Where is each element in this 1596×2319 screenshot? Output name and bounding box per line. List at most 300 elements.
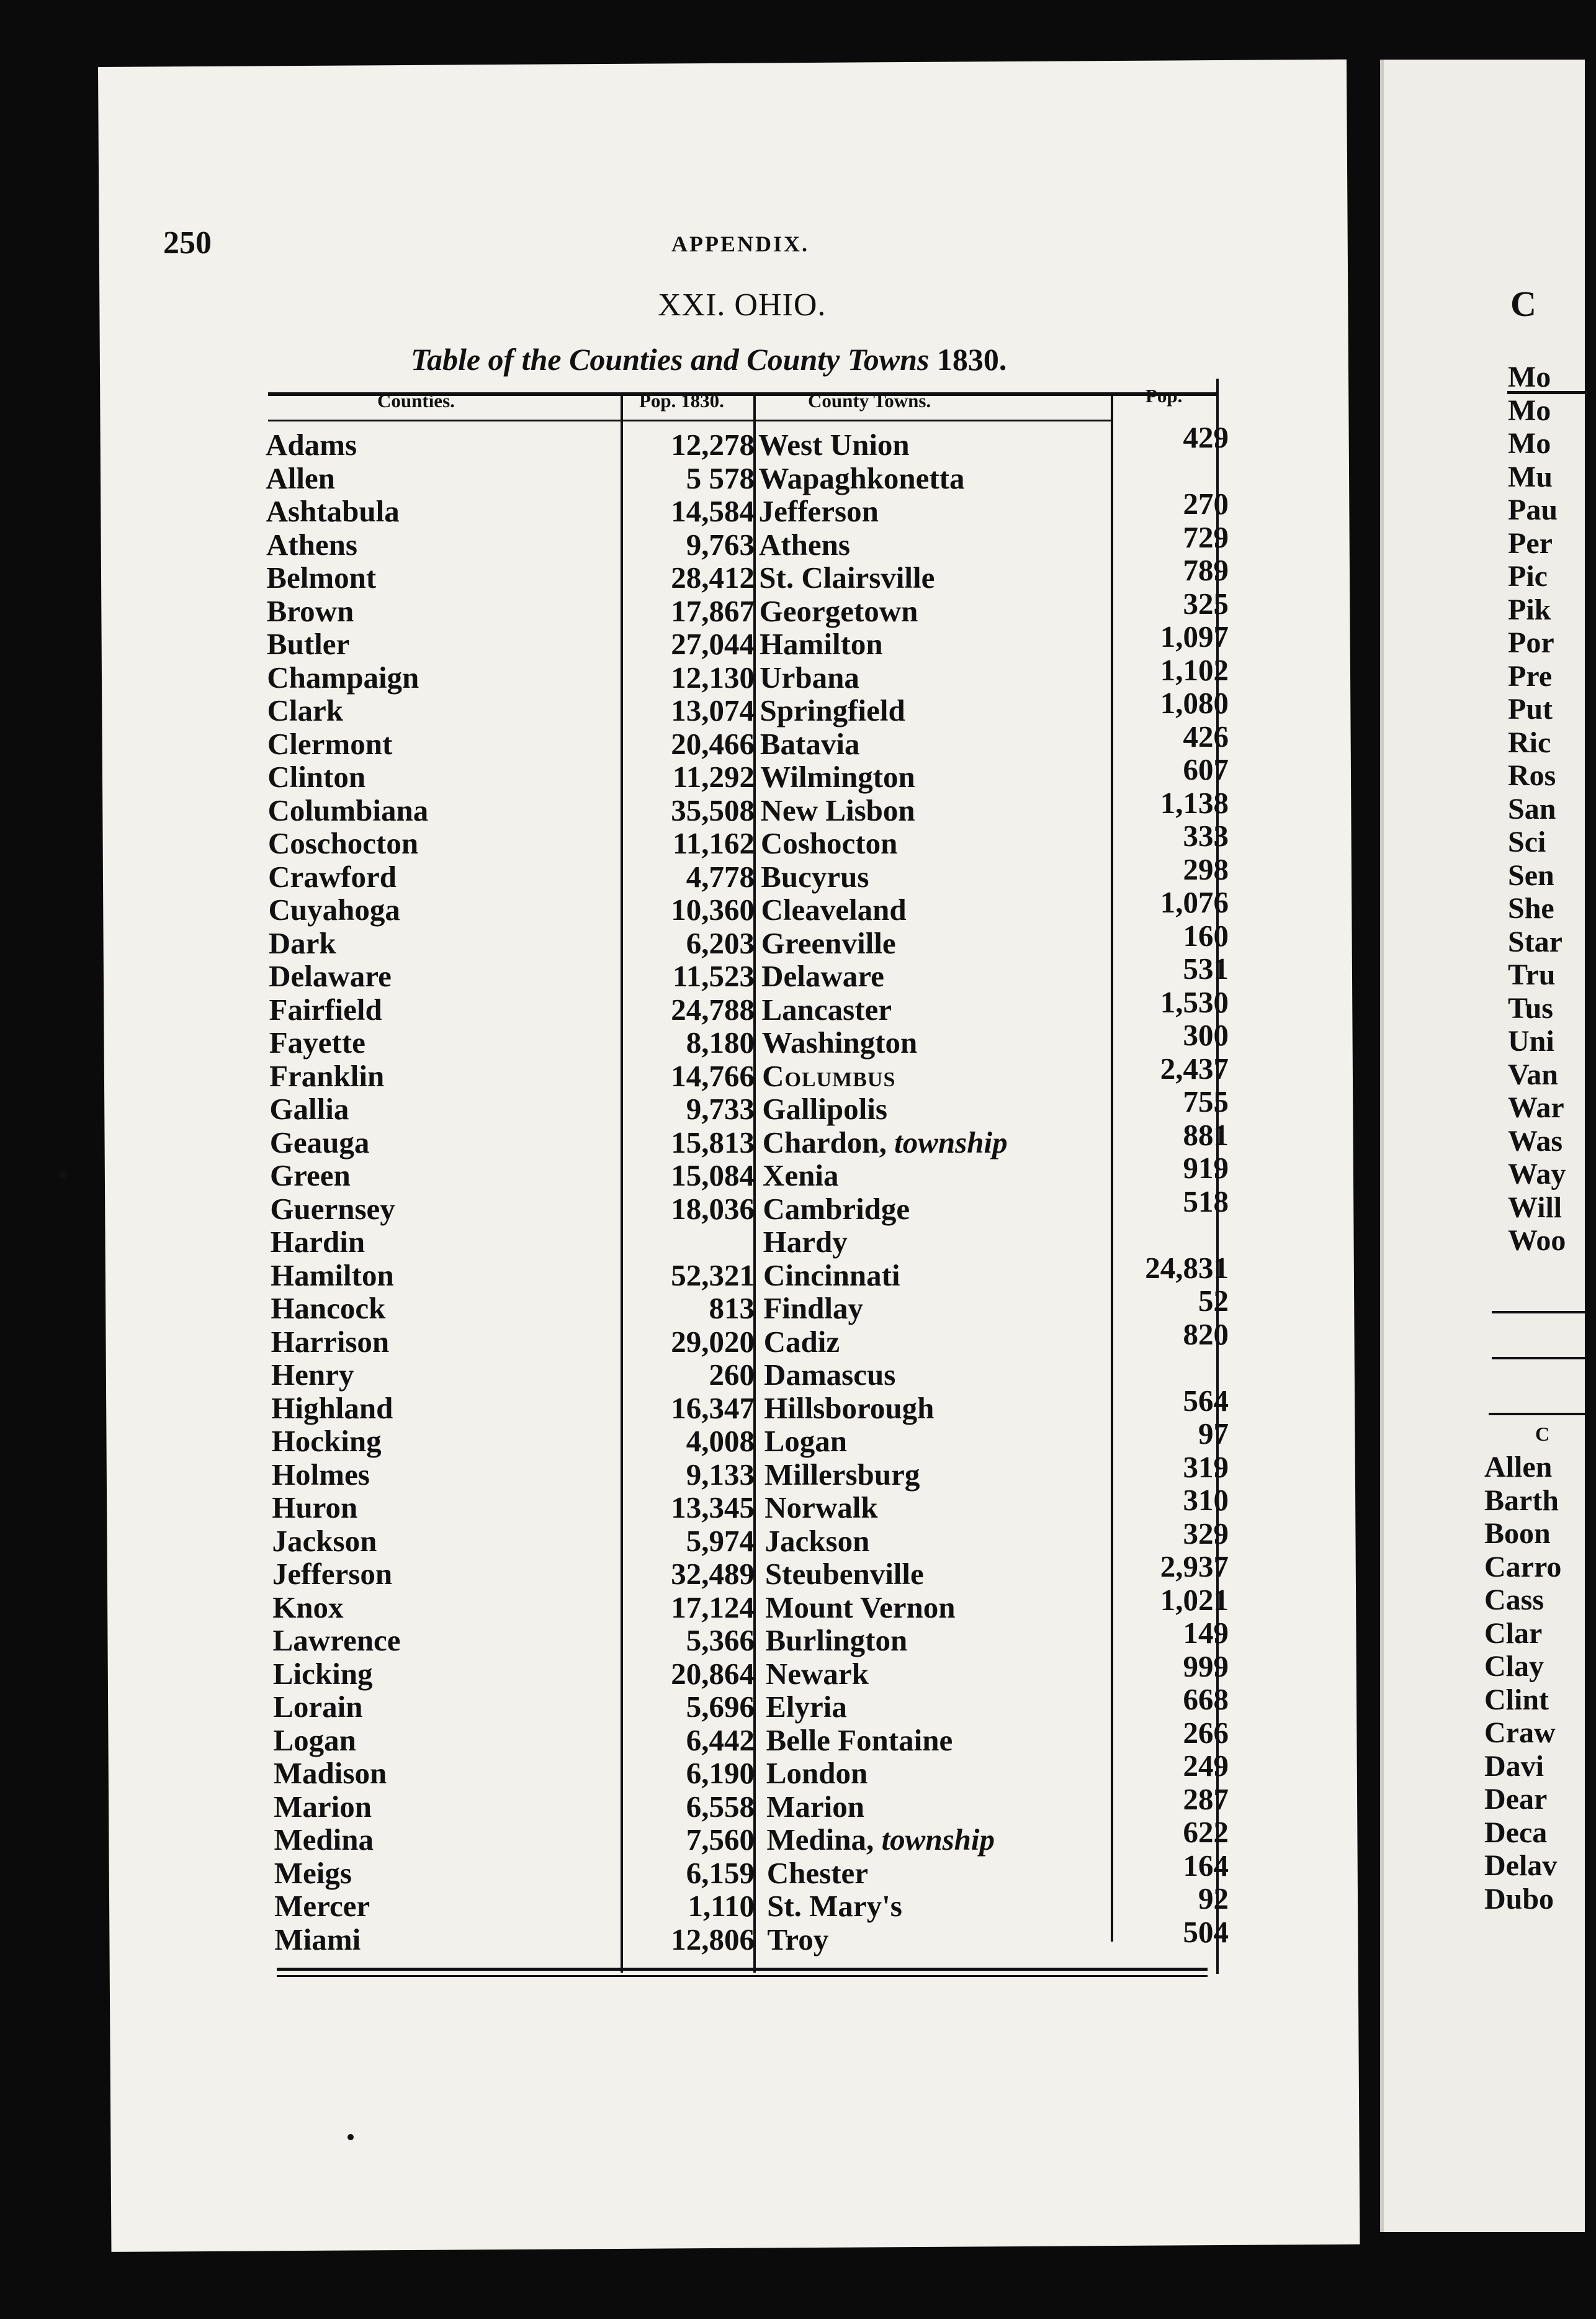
county-town-name: Wilmington [760,760,915,794]
county-town [758,1690,1106,1724]
facing-list-item: Per [1508,526,1553,560]
county-town-name: Coshocton [760,826,898,860]
town-population: 287 [1183,1781,1229,1816]
town-population: 164 [1183,1848,1229,1883]
county-name: Hamilton [271,1258,394,1292]
town-population: 310 [1183,1483,1229,1517]
town-population: 518 [1183,1184,1229,1218]
town-population: 755 [1183,1084,1229,1119]
county-town [758,927,1106,960]
header-county-towns: County Towns. [808,390,931,412]
county-town [758,1392,1106,1425]
county-population: 5,974 [686,1523,755,1558]
running-head: APPENDIX. [671,232,809,256]
county-name: Logan [273,1722,356,1757]
county-name: Crawford [268,859,397,894]
speck [60,1171,67,1178]
county-town-name: Bucyrus [761,859,869,894]
county-town [758,1591,1106,1624]
county-town [758,993,1106,1027]
county-town-name: Jefferson [758,494,879,528]
county-town [758,1458,1106,1492]
county-population: 17,867 [671,593,755,628]
town-population: 881 [1183,1117,1229,1152]
county-population: 6,442 [686,1722,755,1757]
facing-rule [1492,1311,1585,1313]
town-population: 319 [1183,1449,1229,1484]
county-town [758,628,1106,661]
county-town-name: St. Clairsville [759,561,935,595]
county-town-name: Columbus [762,1058,896,1093]
town-population: 2,937 [1160,1549,1229,1583]
county-name: Clermont [267,726,393,761]
facing-list-item: Clar [1484,1616,1543,1650]
facing-list-item: Ric [1508,726,1551,759]
county-town-name: Hamilton [759,627,883,661]
facing-list-item: Way [1508,1158,1566,1191]
county-town [758,1757,1106,1790]
county-name: Lorain [273,1690,363,1724]
county-population: 1,110 [688,1889,755,1923]
town-population: 249 [1183,1749,1229,1783]
county-population: 12,806 [671,1922,755,1957]
facing-list-item: Was [1508,1124,1563,1158]
county-population: 11,162 [672,826,755,860]
county-town [758,495,1106,528]
county-town [758,595,1106,628]
county-town-name: Gallipolis [762,1092,887,1126]
town-population: 1,102 [1160,652,1229,687]
county-town [758,1060,1106,1093]
facing-list-item: Clay [1484,1650,1544,1683]
column-divider [1111,396,1113,1942]
county-name: Butler [266,627,350,661]
town-population: 504 [1183,1914,1229,1949]
county-town [758,1857,1106,1890]
facing-list-item: Tru [1508,958,1556,991]
county-town-name: Damascus [763,1358,896,1392]
county-population: 813 [709,1291,755,1325]
county-town-name: Hardy [763,1225,848,1259]
county-population: 4,008 [686,1424,755,1458]
county-town [758,794,1106,827]
facing-list-item: Mo [1508,427,1551,460]
county-population: 15,813 [671,1125,755,1160]
county-town [758,1159,1106,1192]
facing-list-item: Clint [1484,1683,1549,1716]
county-town [758,860,1106,894]
county-town-name: Cadiz [763,1324,840,1359]
county-town-name: Athens [758,527,850,562]
town-population: 729 [1183,520,1229,554]
town-population: 668 [1183,1682,1229,1716]
page-title: XXI. OHIO. [658,287,827,323]
page-number: 250 [163,225,212,261]
facing-list-item: Cass [1484,1583,1544,1616]
county-town [758,1823,1106,1857]
county-population: 13,345 [671,1490,755,1524]
county-town [758,1126,1106,1160]
facing-list-item: Dear [1484,1783,1548,1816]
county-town-name: Cambridge [763,1191,910,1226]
town-population: 789 [1183,553,1229,587]
town-population: 1,076 [1160,885,1229,919]
facing-list-item: Mo [1508,361,1551,394]
county-town-name: West Union [758,428,910,462]
county-town [758,1724,1106,1757]
county-population: 11,292 [672,760,755,794]
county-town [758,1889,1106,1923]
facing-list-item: Carro [1484,1550,1562,1583]
facing-list-item: Van [1508,1058,1558,1091]
county-town-name: Chardon, [762,1125,887,1160]
county-town [758,1491,1106,1524]
county-population: 5,696 [686,1690,755,1724]
facing-list-item: Mo [1508,394,1551,427]
county-town [758,428,1106,462]
county-town [758,462,1106,495]
county-name: Highland [271,1390,393,1425]
facing-list-item: Will [1508,1191,1562,1224]
facing-list-item: Put [1508,693,1553,726]
town-population: 52 [1198,1284,1229,1318]
town-population [1117,1218,1229,1251]
county-town-name: Wapaghkonetta [758,461,965,495]
facing-subheading: C [1535,1423,1550,1445]
county-name: Geauga [269,1125,370,1160]
county-population: 24,788 [671,992,755,1027]
county-name: Knox [272,1590,344,1624]
town-population: 329 [1183,1516,1229,1551]
county-town-name: Delaware [761,959,884,993]
town-population: 325 [1183,586,1229,621]
county-population: 11,523 [672,959,755,993]
county-population: 9,733 [686,1092,755,1126]
county-town-name: Belle Fontaine [766,1722,953,1757]
town-population: 2,437 [1160,1051,1229,1086]
town-population: 266 [1183,1715,1229,1750]
county-population: 9,763 [686,527,755,562]
county-population: 17,124 [671,1590,755,1624]
header-bottom-rule [268,420,1112,421]
header-pop: Pop. 1830. [639,390,724,412]
town-population: 160 [1183,918,1229,953]
county-name: Columbiana [267,793,429,827]
county-town-column [758,428,1106,1956]
county-population: 14,584 [671,494,755,528]
facing-page-heading: C [1510,284,1536,324]
county-name: Clark [267,693,344,727]
county-town-name: Burlington [765,1623,908,1657]
town-population: 919 [1183,1151,1229,1185]
facing-list-bottom [1484,1450,1596,1915]
county-name: Allen [266,461,335,495]
county-town [758,1624,1106,1657]
county-name: Hocking [271,1424,382,1458]
county-population: 6,558 [686,1789,755,1824]
facing-list-item: Uni [1508,1025,1554,1058]
facing-rule [1492,1357,1585,1359]
town-population: 149 [1183,1616,1229,1650]
county-town-name: Elyria [766,1690,847,1724]
town-population [1117,454,1229,488]
county-town-name: London [766,1756,868,1790]
county-name: Fairfield [269,992,382,1027]
county-town [758,893,1106,927]
caption-year: 1830. [936,342,1007,377]
facing-list-item: Pre [1508,659,1553,693]
county-name: Champaign [267,660,419,695]
town-population: 1,080 [1160,686,1229,720]
facing-list-item: Allen [1484,1451,1553,1484]
facing-list-item: Por [1508,626,1554,659]
county-town [758,1026,1106,1060]
town-population: 1,530 [1160,984,1229,1019]
county-population: 14,766 [671,1058,755,1093]
county-town-name: Washington [761,1025,918,1060]
county-town [758,1092,1106,1126]
header-town-pop: Pop. [1145,385,1183,407]
county-name: Brown [266,593,354,628]
town-population: 622 [1183,1815,1229,1849]
town-note: township [874,1822,995,1857]
county-population: 15,084 [671,1158,755,1192]
county-town [758,1657,1106,1691]
facing-list-item: Ros [1508,759,1556,792]
facing-list-item: Pik [1508,593,1551,626]
county-town-name: Newark [765,1656,869,1691]
county-population: 6,203 [686,925,755,960]
county-name: Clinton [267,760,366,794]
county-town-name: Greenville [761,925,896,960]
county-population: 8,180 [686,1025,755,1060]
county-town [758,1325,1106,1359]
county-name: Athens [266,527,357,562]
facing-list-item: War [1508,1091,1564,1124]
county-name: Hancock [271,1291,386,1325]
county-name: Fayette [269,1025,365,1060]
facing-list-item: Craw [1484,1716,1556,1749]
facing-list-item: Dubo [1484,1882,1554,1916]
county-town [758,561,1106,595]
county-name: Medina [274,1822,374,1857]
county-population: 13,074 [671,693,755,727]
county-town-name: Troy [767,1922,829,1957]
county-name: Cuyahoga [268,893,400,927]
county-column [266,428,613,1956]
county-town [758,1259,1106,1292]
county-name: Jackson [272,1523,377,1558]
facing-list-item: Sci [1508,826,1546,858]
county-town [758,960,1106,993]
town-population: 820 [1183,1317,1229,1351]
county-name: Marion [274,1789,372,1824]
town-note: township [886,1125,1008,1160]
county-town-name: Georgetown [759,593,918,628]
county-population: 6,190 [686,1756,755,1790]
county-town-name: Urbana [760,660,859,695]
town-population: 1,138 [1160,785,1229,820]
facing-page [1380,60,1585,2232]
facing-list-item: Boon [1484,1517,1551,1550]
town-population: 429 [1183,420,1229,454]
town-population: 1,097 [1160,619,1229,654]
table-bottom-rule [277,1968,1208,1971]
county-name: Licking [272,1656,373,1691]
county-town-name: Jackson [764,1523,870,1558]
county-population: 260 [709,1358,755,1392]
county-population: 10,360 [671,893,755,927]
population-column [628,428,755,1956]
county-population: 12,278 [671,428,755,462]
town-population: 333 [1183,819,1229,853]
county-town-name: Steubenville [764,1557,924,1591]
town-population: 298 [1183,852,1229,886]
county-name: Miami [274,1922,361,1957]
county-town-name: Cleaveland [761,893,907,927]
town-population: 300 [1183,1018,1229,1052]
county-name: Hardin [270,1225,365,1259]
county-population: 6,159 [686,1855,755,1890]
county-town-name: Xenia [763,1158,839,1192]
county-town-name: Lancaster [761,992,892,1027]
county-population: 32,489 [671,1557,755,1591]
facing-list-item: San [1508,792,1556,826]
county-population: 35,508 [671,793,755,827]
facing-list-item: Mu [1508,460,1553,493]
town-population: 92 [1198,1881,1229,1916]
facing-list-top [1508,360,1595,1257]
county-town [758,1225,1106,1259]
county-town [758,1790,1106,1824]
county-town-name: Marion [766,1789,864,1824]
county-town-name: Cincinnati [763,1258,900,1292]
county-town [758,827,1106,860]
county-population: 4,778 [686,859,755,894]
facing-list-item: Davi [1484,1749,1544,1783]
facing-list-item: She [1508,892,1554,925]
county-town-name: Chester [766,1855,869,1890]
table-bottom-rule [277,1975,1208,1977]
county-town [758,661,1106,695]
county-population: 5,366 [686,1623,755,1657]
county-town [758,694,1106,727]
county-name: Coschocton [267,826,419,860]
county-name: Meigs [274,1855,352,1890]
county-name: Green [270,1158,351,1192]
town-population: 270 [1183,487,1229,521]
county-population: 12,130 [671,660,755,695]
facing-list-item: Sen [1508,858,1554,892]
county-population: 29,020 [671,1324,755,1359]
county-name: Franklin [269,1058,385,1093]
county-name: Jefferson [272,1557,393,1591]
county-town-name: Mount Vernon [765,1590,956,1624]
county-name: Ashtabula [266,494,400,528]
county-town [758,1292,1106,1325]
county-population: 16,347 [671,1390,755,1425]
town-population-column [1117,420,1229,1956]
county-town-name: New Lisbon [760,793,915,827]
county-town [758,727,1106,761]
county-population: 28,412 [671,561,755,595]
page-edge [1380,60,1384,2232]
facing-list-item: Star [1508,925,1562,958]
county-name: Lawrence [272,1623,401,1657]
county-name: Dark [268,925,336,960]
county-town-name: Hillsborough [764,1390,935,1425]
header-counties: Counties. [377,390,455,412]
county-name: Huron [272,1490,358,1524]
town-population: 97 [1198,1416,1229,1451]
town-population: 564 [1183,1383,1229,1418]
county-town-name: Findlay [763,1291,863,1325]
facing-list-item: Tus [1508,991,1553,1025]
county-population: 20,864 [671,1656,755,1691]
county-name: Henry [271,1358,354,1392]
county-town-name: Medina, [766,1822,874,1857]
speck [347,2134,354,2140]
county-name: Guernsey [270,1191,395,1226]
facing-list-item: Delav [1484,1849,1558,1882]
county-name: Gallia [269,1092,349,1126]
county-name: Holmes [271,1457,370,1492]
county-population: 20,466 [671,726,755,761]
town-population: 1,021 [1160,1582,1229,1617]
county-population: 9,133 [686,1457,755,1492]
county-town-name: Springfield [760,693,905,727]
caption-text: Table of the Counties and County Towns [411,342,930,377]
county-name: Madison [273,1756,387,1790]
facing-list-item: Pau [1508,493,1558,526]
facing-list-item: Pic [1508,560,1548,593]
county-town-name: Millersburg [764,1457,920,1492]
facing-list-item: Barth [1484,1484,1559,1517]
town-population: 426 [1183,719,1229,754]
county-town [758,1557,1106,1591]
county-town-name: Batavia [760,726,860,761]
county-population: 18,036 [671,1191,755,1226]
county-town [758,1425,1106,1458]
county-name: Mercer [274,1889,370,1923]
town-population: 607 [1183,752,1229,786]
town-population: 24,831 [1145,1250,1229,1285]
county-town [758,1923,1106,1957]
town-population: 999 [1183,1649,1229,1683]
county-name: Harrison [271,1324,390,1359]
county-population: 5 578 [686,461,755,495]
table-caption [411,341,1006,377]
county-town [758,1358,1106,1392]
county-population: 7,560 [686,1822,755,1857]
county-town-name: St. Mary's [767,1889,902,1923]
county-population: 27,044 [671,627,755,661]
county-town [758,1524,1106,1558]
county-population: 52,321 [671,1258,755,1292]
county-town [758,760,1106,794]
county-name: Belmont [266,561,377,595]
county-name: Delaware [269,959,392,993]
county-town [758,528,1106,562]
town-population [1117,1351,1229,1384]
county-town-name: Norwalk [764,1490,878,1524]
county-town [758,1192,1106,1226]
facing-rule [1489,1413,1588,1415]
column-divider [621,396,623,1973]
county-population [628,1225,755,1259]
facing-list-item: Deca [1484,1816,1548,1849]
town-population: 531 [1183,952,1229,986]
